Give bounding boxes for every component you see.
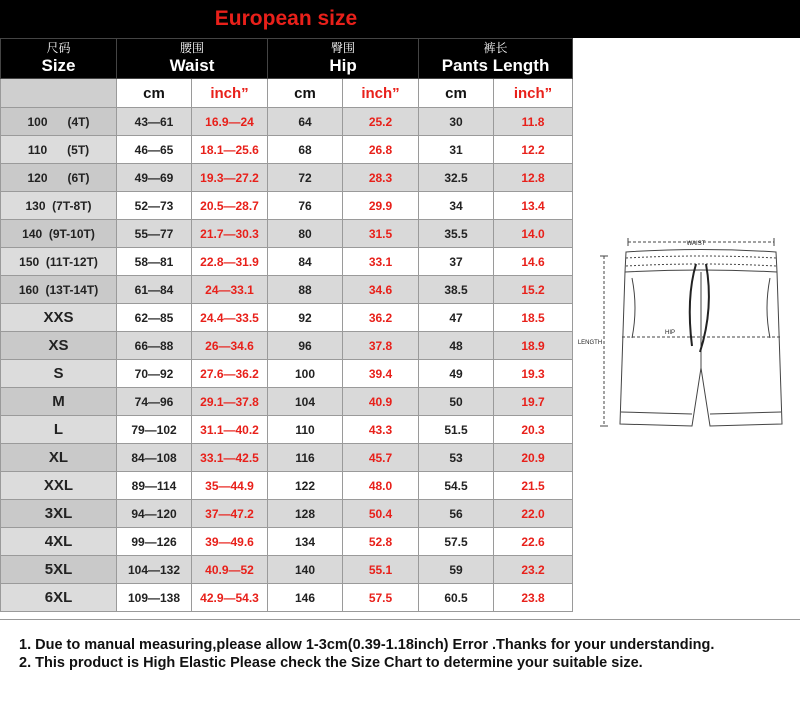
hip-inch-unit: inch” — [343, 79, 419, 108]
length-cm-cell: 34 — [419, 192, 494, 220]
hip-cm-cell: 146 — [268, 584, 343, 612]
size-cell: 130 (7T-8T) — [1, 192, 117, 220]
size-cell: 110 (5T) — [1, 136, 117, 164]
hip-inch-cell: 48.0 — [343, 472, 419, 500]
waist-cm-cell: 66—88 — [117, 332, 192, 360]
chart-title: European size — [214, 7, 358, 30]
waist-cm-cell: 49—69 — [117, 164, 192, 192]
size-table — [0, 38, 573, 612]
hip-inch-cell: 52.8 — [343, 528, 419, 556]
table-row — [1, 500, 573, 528]
length-cm-cell: 49 — [419, 360, 494, 388]
table-row — [1, 472, 573, 500]
waist-cm-cell: 46—65 — [117, 136, 192, 164]
length-inch-cell: 15.2 — [494, 276, 573, 304]
waist-inch-cell: 16.9—24 — [192, 108, 268, 136]
length-header-en: Pants Length — [441, 56, 550, 75]
waist-cm-cell: 74—96 — [117, 388, 192, 416]
hip-inch-cell: 50.4 — [343, 500, 419, 528]
length-inch-cell: 18.9 — [494, 332, 573, 360]
header-row — [1, 39, 573, 79]
length-inch-cell: 19.3 — [494, 360, 573, 388]
length-cm-cell: 53 — [419, 444, 494, 472]
length-cm-cell: 60.5 — [419, 584, 494, 612]
length-inch-cell: 20.9 — [494, 444, 573, 472]
table-row — [1, 584, 573, 612]
length-cm-cell: 35.5 — [419, 220, 494, 248]
length-cm-cell: 51.5 — [419, 416, 494, 444]
waist-label: WAIST — [686, 241, 706, 247]
hip-label: HIP — [664, 330, 676, 336]
table-row — [1, 248, 573, 276]
hip-inch-cell: 31.5 — [343, 220, 419, 248]
table-row — [1, 108, 573, 136]
waist-cm-cell: 109—138 — [117, 584, 192, 612]
waist-inch-cell: 35—44.9 — [192, 472, 268, 500]
waist-inch-cell: 33.1—42.5 — [192, 444, 268, 472]
hip-header — [268, 39, 419, 79]
hip-cm-cell: 64 — [268, 108, 343, 136]
length-cm-cell: 56 — [419, 500, 494, 528]
length-inch-unit: inch” — [494, 79, 573, 108]
waist-header-en: Waist — [169, 56, 215, 75]
table-row — [1, 220, 573, 248]
hip-cm-cell: 96 — [268, 332, 343, 360]
size-cell: XXL — [1, 472, 117, 500]
hip-inch-cell: 57.5 — [343, 584, 419, 612]
hip-cm-cell: 116 — [268, 444, 343, 472]
hip-inch-cell: 33.1 — [343, 248, 419, 276]
length-inch-cell: 22.6 — [494, 528, 573, 556]
length-cm-cell: 48 — [419, 332, 494, 360]
hip-cm-cell: 92 — [268, 304, 343, 332]
waist-cm-cell: 104—132 — [117, 556, 192, 584]
length-inch-cell: 21.5 — [494, 472, 573, 500]
hip-inch-cell: 36.2 — [343, 304, 419, 332]
waist-cm-cell: 55—77 — [117, 220, 192, 248]
length-label: LENGTH — [577, 340, 603, 346]
length-cm-cell: 47 — [419, 304, 494, 332]
table-row — [1, 416, 573, 444]
waist-inch-cell: 40.9—52 — [192, 556, 268, 584]
hip-cm-cell: 110 — [268, 416, 343, 444]
shorts-diagram — [574, 228, 800, 436]
hip-inch-cell: 39.4 — [343, 360, 419, 388]
length-cm-cell: 32.5 — [419, 164, 494, 192]
size-cell: XL — [1, 444, 117, 472]
table-row — [1, 304, 573, 332]
waist-cm-cell: 70—92 — [117, 360, 192, 388]
waist-cm-cell: 79—102 — [117, 416, 192, 444]
length-cm-unit: cm — [419, 79, 494, 108]
waist-cm-cell: 58—81 — [117, 248, 192, 276]
hip-cm-cell: 84 — [268, 248, 343, 276]
length-inch-cell: 20.3 — [494, 416, 573, 444]
waist-header — [117, 39, 268, 79]
hip-inch-cell: 26.8 — [343, 136, 419, 164]
waist-inch-cell: 19.3—27.2 — [192, 164, 268, 192]
size-cell: XS — [1, 332, 117, 360]
length-cm-cell: 59 — [419, 556, 494, 584]
size-cell: M — [1, 388, 117, 416]
length-cm-cell: 31 — [419, 136, 494, 164]
length-cm-cell: 37 — [419, 248, 494, 276]
table-row — [1, 556, 573, 584]
length-cm-cell: 57.5 — [419, 528, 494, 556]
size-cell: 120 (6T) — [1, 164, 117, 192]
length-inch-cell: 14.0 — [494, 220, 573, 248]
size-cell: 150 (11T-12T) — [1, 248, 117, 276]
shorts-illustration — [574, 228, 800, 436]
hip-inch-cell: 34.6 — [343, 276, 419, 304]
hip-inch-cell: 25.2 — [343, 108, 419, 136]
length-inch-cell: 19.7 — [494, 388, 573, 416]
notes-section — [0, 619, 800, 702]
waist-inch-cell: 42.9—54.3 — [192, 584, 268, 612]
size-cell: L — [1, 416, 117, 444]
units-row — [1, 79, 573, 108]
waist-cm-unit: cm — [117, 79, 192, 108]
size-header-en: Size — [41, 56, 76, 75]
hip-cm-cell: 88 — [268, 276, 343, 304]
waist-inch-cell: 24.4—33.5 — [192, 304, 268, 332]
length-cm-cell: 54.5 — [419, 472, 494, 500]
length-inch-cell: 23.8 — [494, 584, 573, 612]
size-cell: XXS — [1, 304, 117, 332]
units-empty-cell — [1, 79, 117, 108]
size-cell: 100 (4T) — [1, 108, 117, 136]
note-2: 2. This product is High Elastic Please check the Size Chart to determine your suitable size. — [19, 655, 643, 671]
length-cm-cell: 30 — [419, 108, 494, 136]
waist-cm-cell: 62—85 — [117, 304, 192, 332]
table-row — [1, 192, 573, 220]
table-row — [1, 444, 573, 472]
table-row — [1, 388, 573, 416]
length-cm-cell: 38.5 — [419, 276, 494, 304]
length-inch-cell: 14.6 — [494, 248, 573, 276]
length-inch-cell: 12.8 — [494, 164, 573, 192]
hip-cm-cell: 104 — [268, 388, 343, 416]
hip-inch-cell: 43.3 — [343, 416, 419, 444]
hip-header-cn: 臀围 — [331, 41, 356, 55]
waist-cm-cell: 84—108 — [117, 444, 192, 472]
waist-cm-cell: 99—126 — [117, 528, 192, 556]
waist-inch-cell: 21.7—30.3 — [192, 220, 268, 248]
hip-inch-cell: 55.1 — [343, 556, 419, 584]
size-header — [1, 39, 117, 79]
hip-cm-unit: cm — [268, 79, 343, 108]
hip-cm-cell: 122 — [268, 472, 343, 500]
hip-inch-cell: 45.7 — [343, 444, 419, 472]
table-row — [1, 332, 573, 360]
length-inch-cell: 13.4 — [494, 192, 573, 220]
length-inch-cell: 23.2 — [494, 556, 573, 584]
hip-inch-cell: 29.9 — [343, 192, 419, 220]
title-bar — [0, 0, 800, 38]
size-cell: 6XL — [1, 584, 117, 612]
hip-inch-cell: 37.8 — [343, 332, 419, 360]
size-cell: 3XL — [1, 500, 117, 528]
hip-cm-cell: 100 — [268, 360, 343, 388]
size-cell: S — [1, 360, 117, 388]
waist-inch-cell: 29.1—37.8 — [192, 388, 268, 416]
hip-cm-cell: 128 — [268, 500, 343, 528]
table-row — [1, 276, 573, 304]
length-cm-cell: 50 — [419, 388, 494, 416]
hip-inch-cell: 28.3 — [343, 164, 419, 192]
waist-header-cn: 腰围 — [179, 41, 204, 55]
hip-header-en: Hip — [329, 56, 357, 75]
size-cell: 4XL — [1, 528, 117, 556]
hip-cm-cell: 68 — [268, 136, 343, 164]
length-inch-cell: 11.8 — [494, 108, 573, 136]
waist-inch-cell: 20.5—28.7 — [192, 192, 268, 220]
length-inch-cell: 18.5 — [494, 304, 573, 332]
length-header-cn: 裤长 — [483, 41, 508, 55]
waist-cm-cell: 52—73 — [117, 192, 192, 220]
hip-cm-cell: 140 — [268, 556, 343, 584]
length-header — [419, 39, 573, 79]
waist-inch-cell: 24—33.1 — [192, 276, 268, 304]
waist-inch-cell: 37—47.2 — [192, 500, 268, 528]
waist-inch-cell: 26—34.6 — [192, 332, 268, 360]
waist-cm-cell: 89—114 — [117, 472, 192, 500]
waist-inch-cell: 27.6—36.2 — [192, 360, 268, 388]
waist-cm-cell: 61—84 — [117, 276, 192, 304]
waist-inch-cell: 39—49.6 — [192, 528, 268, 556]
note-1: 1. Due to manual measuring,please allow 1-3cm(0.39-1.18inch) Error .Thanks for your understanding. — [19, 637, 715, 653]
hip-cm-cell: 134 — [268, 528, 343, 556]
waist-inch-cell: 22.8—31.9 — [192, 248, 268, 276]
waist-inch-cell: 31.1—40.2 — [192, 416, 268, 444]
hip-cm-cell: 72 — [268, 164, 343, 192]
size-cell: 5XL — [1, 556, 117, 584]
size-cell: 160 (13T-14T) — [1, 276, 117, 304]
waist-inch-cell: 18.1—25.6 — [192, 136, 268, 164]
table-row — [1, 528, 573, 556]
hip-cm-cell: 76 — [268, 192, 343, 220]
waist-cm-cell: 43—61 — [117, 108, 192, 136]
hip-cm-cell: 80 — [268, 220, 343, 248]
length-inch-cell: 12.2 — [494, 136, 573, 164]
size-header-cn: 尺码 — [46, 41, 71, 55]
table-row — [1, 164, 573, 192]
waist-inch-unit: inch” — [192, 79, 268, 108]
hip-inch-cell: 40.9 — [343, 388, 419, 416]
waist-cm-cell: 94—120 — [117, 500, 192, 528]
table-row — [1, 136, 573, 164]
size-cell: 140 (9T-10T) — [1, 220, 117, 248]
length-inch-cell: 22.0 — [494, 500, 573, 528]
table-row — [1, 360, 573, 388]
